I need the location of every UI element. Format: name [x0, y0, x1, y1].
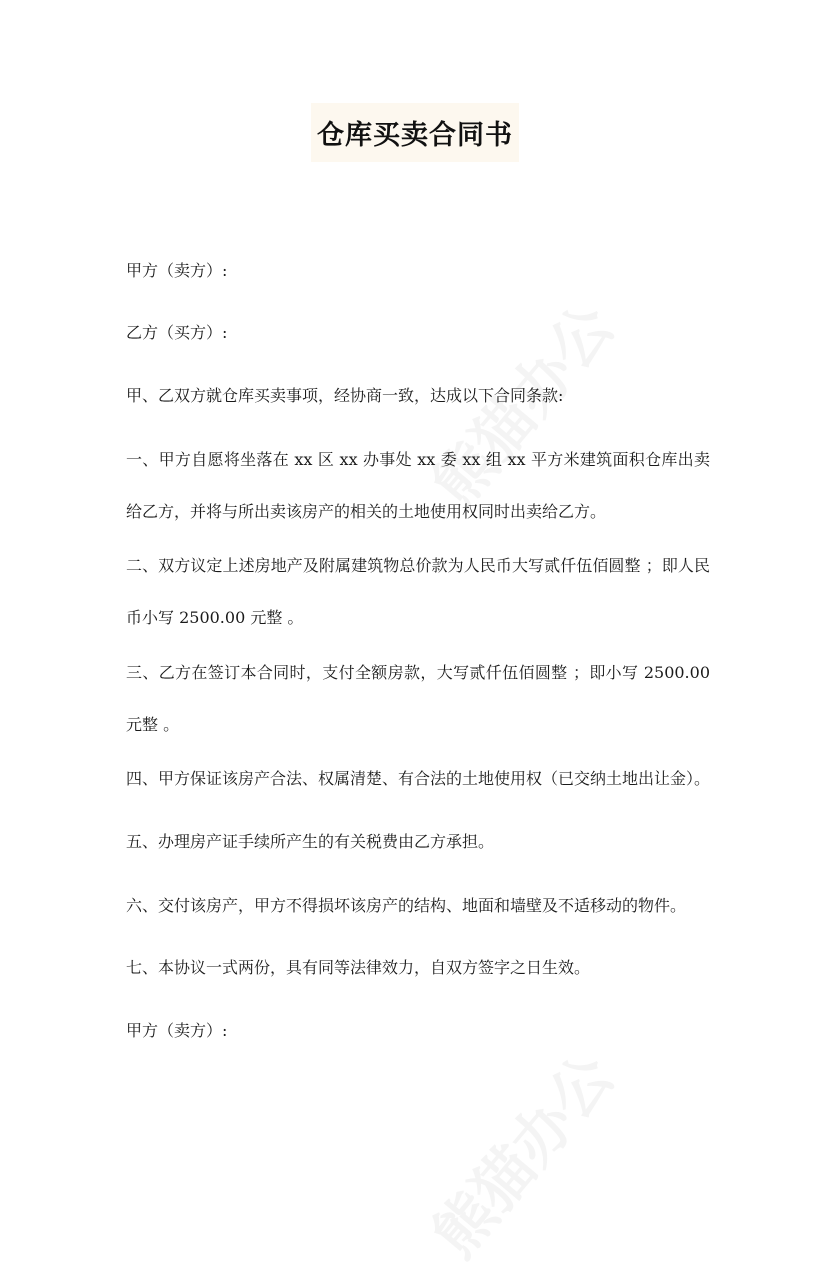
document-title: 仓库买卖合同书 — [311, 103, 519, 162]
clause-6: 六、交付该房产，甲方不得损坏该房产的结构、地面和墙壁及不适移动的物件。 — [126, 896, 687, 915]
clause-1: 一、甲方自愿将坐落在 xx 区 xx 办事处 xx 委 xx 组 xx 平方米建筑面积仓库出卖给乙方，并将与所出卖该房产的相关的土地使用权同时出卖给乙方。 — [126, 450, 710, 521]
clause-7: 七、本协议一式两份，具有同等法律效力，自双方签字之日生效。 — [126, 958, 591, 977]
watermark-bottom — [410, 1033, 630, 1272]
title-wrap — [0, 103, 830, 162]
party-b-label: 乙方（买方）: — [126, 323, 228, 342]
clause-2: 二、双方议定上述房地产及附属建筑物总价款为人民币大写贰仟伍佰圆整 ；即人民币小写 2500.00 元整 。 — [126, 556, 710, 627]
clause-5: 五、办理房产证手续所产生的有关税费由乙方承担。 — [126, 832, 495, 851]
clause-3: 三、乙方在签订本合同时，支付全额房款，大写贰仟伍佰圆整 ；即小写 2500.00 元整 。 — [126, 663, 710, 734]
party-a-label: 甲方（卖方）: — [126, 261, 228, 280]
clause-4: 四、甲方保证该房产合法、权属清楚、有合法的土地使用权（已交纳土地出让金）。 — [126, 769, 711, 788]
party-a-signature-label: 甲方（卖方）: — [126, 1021, 228, 1040]
intro-paragraph: 甲、乙双方就仓库买卖事项，经协商一致，达成以下合同条款: — [126, 386, 564, 405]
